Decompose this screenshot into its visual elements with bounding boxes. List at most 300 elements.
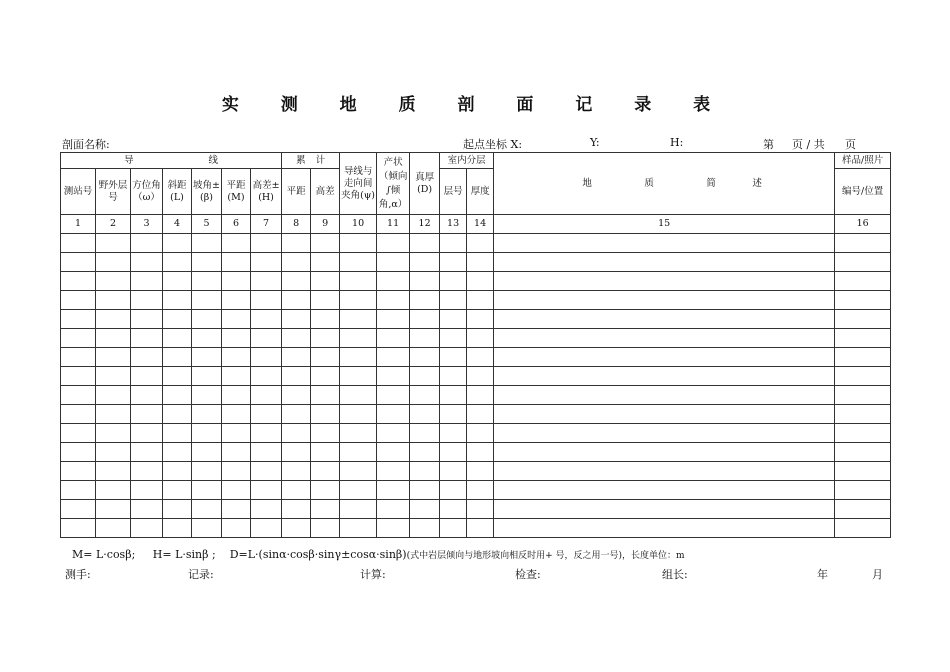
- table-cell[interactable]: [440, 329, 467, 348]
- table-cell[interactable]: [494, 424, 835, 443]
- table-cell[interactable]: [311, 481, 340, 500]
- table-cell[interactable]: [494, 291, 835, 310]
- table-cell[interactable]: [131, 348, 163, 367]
- table-cell[interactable]: [282, 481, 311, 500]
- table-cell[interactable]: [467, 348, 494, 367]
- table-cell[interactable]: [222, 367, 251, 386]
- table-cell[interactable]: [282, 367, 311, 386]
- table-cell[interactable]: [131, 443, 163, 462]
- table-cell[interactable]: [131, 405, 163, 424]
- table-row: [61, 329, 891, 348]
- table-cell[interactable]: [222, 424, 251, 443]
- table-cell[interactable]: [192, 291, 222, 310]
- table-cell[interactable]: [835, 424, 891, 443]
- table-cell[interactable]: [222, 253, 251, 272]
- table-cell[interactable]: [131, 234, 163, 253]
- table-cell[interactable]: [340, 291, 377, 310]
- table-cell[interactable]: [410, 519, 440, 538]
- table-cell[interactable]: [311, 310, 340, 329]
- table-cell[interactable]: [192, 329, 222, 348]
- table-cell[interactable]: [222, 386, 251, 405]
- table-cell[interactable]: [222, 481, 251, 500]
- table-cell[interactable]: [440, 348, 467, 367]
- table-cell[interactable]: [494, 500, 835, 519]
- cumulative-label-a: 累: [296, 154, 306, 166]
- table-cell[interactable]: [282, 348, 311, 367]
- formula-line: [72, 548, 685, 561]
- table-row: [61, 462, 891, 481]
- table-cell[interactable]: [377, 481, 410, 500]
- table-cell[interactable]: [494, 348, 835, 367]
- table-cell[interactable]: [192, 424, 222, 443]
- data-rows: [61, 234, 891, 538]
- table-cell[interactable]: [835, 253, 891, 272]
- table-cell[interactable]: [61, 443, 96, 462]
- table-cell[interactable]: [467, 424, 494, 443]
- table-cell[interactable]: [440, 386, 467, 405]
- column-number-14: 14: [467, 215, 494, 234]
- calculator-label: 计算:: [360, 568, 386, 581]
- table-cell[interactable]: [222, 348, 251, 367]
- table-cell[interactable]: [410, 310, 440, 329]
- table-cell[interactable]: [377, 367, 410, 386]
- table-cell[interactable]: [340, 386, 377, 405]
- table-cell[interactable]: [192, 519, 222, 538]
- table-cell[interactable]: [131, 481, 163, 500]
- table-cell[interactable]: [131, 272, 163, 291]
- table-cell[interactable]: [835, 462, 891, 481]
- table-cell[interactable]: [282, 310, 311, 329]
- col-station: 测站号: [61, 169, 96, 215]
- indoor-layer-header: 室内分层: [440, 153, 494, 169]
- table-cell[interactable]: [410, 386, 440, 405]
- table-cell[interactable]: [282, 519, 311, 538]
- table-cell[interactable]: [311, 367, 340, 386]
- table-cell[interactable]: [440, 310, 467, 329]
- table-cell[interactable]: [467, 272, 494, 291]
- table-cell[interactable]: [494, 367, 835, 386]
- table-cell[interactable]: [163, 367, 192, 386]
- table-cell[interactable]: [131, 500, 163, 519]
- table-cell[interactable]: [61, 424, 96, 443]
- table-cell[interactable]: [282, 443, 311, 462]
- table-cell[interactable]: [440, 253, 467, 272]
- table-row: [61, 272, 891, 291]
- table-cell[interactable]: [467, 310, 494, 329]
- table-cell[interactable]: [410, 462, 440, 481]
- table-cell[interactable]: [96, 424, 131, 443]
- table-cell[interactable]: [282, 405, 311, 424]
- table-row: [61, 424, 891, 443]
- table-cell[interactable]: [494, 481, 835, 500]
- table-cell[interactable]: [163, 310, 192, 329]
- col-azimuth: 方位角（ω）: [131, 169, 163, 215]
- table-cell[interactable]: [494, 386, 835, 405]
- table-cell[interactable]: [340, 424, 377, 443]
- table-cell[interactable]: [440, 234, 467, 253]
- table-cell[interactable]: [222, 500, 251, 519]
- table-row: [61, 443, 891, 462]
- table-cell[interactable]: [282, 291, 311, 310]
- table-cell[interactable]: [96, 519, 131, 538]
- table-cell[interactable]: [410, 405, 440, 424]
- table-cell[interactable]: [835, 443, 891, 462]
- record-table: [60, 152, 891, 538]
- table-cell[interactable]: [61, 500, 96, 519]
- table-cell[interactable]: [494, 405, 835, 424]
- table-cell[interactable]: [440, 500, 467, 519]
- table-cell[interactable]: [96, 291, 131, 310]
- table-cell[interactable]: [61, 367, 96, 386]
- table-row: [61, 481, 891, 500]
- table-cell[interactable]: [377, 329, 410, 348]
- table-cell[interactable]: [282, 462, 311, 481]
- table-cell[interactable]: [340, 367, 377, 386]
- table-cell[interactable]: [835, 234, 891, 253]
- table-cell[interactable]: [467, 500, 494, 519]
- table-cell[interactable]: [340, 500, 377, 519]
- table-cell[interactable]: [835, 329, 891, 348]
- table-cell[interactable]: [163, 519, 192, 538]
- table-cell[interactable]: [340, 519, 377, 538]
- table-cell[interactable]: [251, 386, 282, 405]
- column-number-7: 7: [251, 215, 282, 234]
- table-cell[interactable]: [131, 367, 163, 386]
- table-cell[interactable]: [835, 348, 891, 367]
- table-cell[interactable]: [440, 367, 467, 386]
- table-cell[interactable]: [61, 519, 96, 538]
- table-cell[interactable]: [61, 253, 96, 272]
- table-cell[interactable]: [192, 348, 222, 367]
- table-row: [61, 367, 891, 386]
- table-cell[interactable]: [192, 367, 222, 386]
- table-cell[interactable]: [192, 462, 222, 481]
- table-cell[interactable]: [494, 253, 835, 272]
- column-number-12: 12: [410, 215, 440, 234]
- table-cell[interactable]: [410, 253, 440, 272]
- table-cell[interactable]: [96, 405, 131, 424]
- table-cell[interactable]: [222, 234, 251, 253]
- table-cell[interactable]: [311, 519, 340, 538]
- traverse-label-a: 导: [124, 154, 134, 166]
- table-row: [61, 519, 891, 538]
- table-cell[interactable]: [467, 405, 494, 424]
- table-cell[interactable]: [311, 348, 340, 367]
- table-cell[interactable]: [222, 329, 251, 348]
- table-cell[interactable]: [61, 386, 96, 405]
- table-cell[interactable]: [163, 253, 192, 272]
- form-title: 实 测 地 质 剖 面 记 录 表: [221, 95, 729, 115]
- table-cell[interactable]: [467, 386, 494, 405]
- table-cell[interactable]: [340, 443, 377, 462]
- table-cell[interactable]: [251, 234, 282, 253]
- table-cell[interactable]: [835, 500, 891, 519]
- table-cell[interactable]: [410, 272, 440, 291]
- table-cell[interactable]: [251, 405, 282, 424]
- table-cell[interactable]: [192, 443, 222, 462]
- table-cell[interactable]: [61, 310, 96, 329]
- table-cell[interactable]: [494, 443, 835, 462]
- table-cell[interactable]: [835, 272, 891, 291]
- table-cell[interactable]: [222, 443, 251, 462]
- table-row: [61, 310, 891, 329]
- table-cell[interactable]: [96, 272, 131, 291]
- table-cell[interactable]: [96, 500, 131, 519]
- table-cell[interactable]: [440, 424, 467, 443]
- table-cell[interactable]: [410, 367, 440, 386]
- table-cell[interactable]: [96, 386, 131, 405]
- table-cell[interactable]: [222, 291, 251, 310]
- table-cell[interactable]: [835, 481, 891, 500]
- table-cell[interactable]: [192, 253, 222, 272]
- table-cell[interactable]: [835, 386, 891, 405]
- table-cell[interactable]: [222, 462, 251, 481]
- table-cell[interactable]: [251, 367, 282, 386]
- table-cell[interactable]: [311, 443, 340, 462]
- table-cell[interactable]: [192, 386, 222, 405]
- col-layer-no: 层号: [440, 169, 467, 215]
- table-cell[interactable]: [494, 234, 835, 253]
- table-cell[interactable]: [192, 500, 222, 519]
- coord-y-label: Y:: [590, 136, 600, 149]
- table-cell[interactable]: [251, 519, 282, 538]
- table-cell[interactable]: [163, 329, 192, 348]
- table-cell[interactable]: [377, 500, 410, 519]
- table-cell[interactable]: [282, 272, 311, 291]
- table-cell[interactable]: [440, 272, 467, 291]
- table-cell[interactable]: [282, 329, 311, 348]
- table-cell[interactable]: [311, 291, 340, 310]
- table-cell[interactable]: [467, 234, 494, 253]
- table-cell[interactable]: [340, 310, 377, 329]
- table-cell[interactable]: [163, 462, 192, 481]
- table-cell[interactable]: [340, 462, 377, 481]
- table-cell[interactable]: [377, 462, 410, 481]
- table-cell[interactable]: [311, 329, 340, 348]
- table-cell[interactable]: [163, 291, 192, 310]
- table-cell[interactable]: [131, 386, 163, 405]
- table-cell[interactable]: [96, 367, 131, 386]
- table-cell[interactable]: [467, 253, 494, 272]
- table-cell[interactable]: [163, 481, 192, 500]
- table-cell[interactable]: [61, 272, 96, 291]
- column-number-11: 11: [377, 215, 410, 234]
- page-prefix: 第: [763, 138, 774, 151]
- table-cell[interactable]: [163, 405, 192, 424]
- table-cell[interactable]: [96, 234, 131, 253]
- table-cell[interactable]: [163, 348, 192, 367]
- table-cell[interactable]: [96, 443, 131, 462]
- column-number-10: 10: [340, 215, 377, 234]
- geo-desc-header: [494, 153, 835, 215]
- table-cell[interactable]: [251, 272, 282, 291]
- table-cell[interactable]: [410, 443, 440, 462]
- table-cell[interactable]: [835, 405, 891, 424]
- col-flat-dist: 平距(M): [222, 169, 251, 215]
- table-cell[interactable]: [377, 405, 410, 424]
- table-cell[interactable]: [282, 500, 311, 519]
- table-cell[interactable]: [282, 424, 311, 443]
- table-cell[interactable]: [311, 462, 340, 481]
- page-suffix: 页: [845, 138, 856, 151]
- table-cell[interactable]: [96, 462, 131, 481]
- table-cell[interactable]: [440, 481, 467, 500]
- table-cell[interactable]: [61, 405, 96, 424]
- table-cell[interactable]: [494, 519, 835, 538]
- table-cell[interactable]: [192, 481, 222, 500]
- table-cell[interactable]: [192, 234, 222, 253]
- table-cell[interactable]: [467, 481, 494, 500]
- recorder-label: 记录:: [188, 568, 214, 581]
- table-cell[interactable]: [440, 443, 467, 462]
- table-cell[interactable]: [311, 424, 340, 443]
- table-cell[interactable]: [440, 291, 467, 310]
- table-cell[interactable]: [410, 234, 440, 253]
- table-cell[interactable]: [440, 405, 467, 424]
- table-cell[interactable]: [131, 291, 163, 310]
- table-cell[interactable]: [251, 253, 282, 272]
- table-cell[interactable]: [163, 234, 192, 253]
- table-cell[interactable]: [131, 462, 163, 481]
- table-cell[interactable]: [340, 481, 377, 500]
- table-cell[interactable]: [251, 500, 282, 519]
- table-cell[interactable]: [494, 329, 835, 348]
- table-cell[interactable]: [340, 405, 377, 424]
- table-cell[interactable]: [835, 310, 891, 329]
- table-cell[interactable]: [251, 348, 282, 367]
- traverse-label-b: 线: [208, 154, 219, 166]
- table-cell[interactable]: [340, 272, 377, 291]
- table-cell[interactable]: [467, 443, 494, 462]
- table-cell[interactable]: [377, 386, 410, 405]
- table-cell[interactable]: [96, 253, 131, 272]
- table-cell[interactable]: [340, 253, 377, 272]
- table-cell[interactable]: [131, 424, 163, 443]
- table-cell[interactable]: [131, 310, 163, 329]
- table-cell[interactable]: [251, 443, 282, 462]
- column-number-9: 9: [311, 215, 340, 234]
- table-cell[interactable]: [61, 291, 96, 310]
- table-cell[interactable]: [377, 519, 410, 538]
- table-cell[interactable]: [410, 348, 440, 367]
- table-cell[interactable]: [61, 348, 96, 367]
- table-cell[interactable]: [96, 329, 131, 348]
- column-number-row: [61, 215, 891, 234]
- table-cell[interactable]: [494, 272, 835, 291]
- table-cell[interactable]: [163, 500, 192, 519]
- table-cell[interactable]: [440, 462, 467, 481]
- table-cell[interactable]: [440, 519, 467, 538]
- surveyor-label: 测手:: [65, 568, 91, 581]
- table-cell[interactable]: [131, 519, 163, 538]
- table-cell[interactable]: [311, 386, 340, 405]
- table-cell[interactable]: [340, 329, 377, 348]
- table-row: [61, 234, 891, 253]
- table-cell[interactable]: [410, 291, 440, 310]
- table-cell[interactable]: [377, 291, 410, 310]
- table-cell[interactable]: [835, 291, 891, 310]
- table-cell[interactable]: [377, 443, 410, 462]
- traverse-group-header: [61, 153, 282, 169]
- table-cell[interactable]: [311, 272, 340, 291]
- table-cell[interactable]: [835, 519, 891, 538]
- table-cell[interactable]: [251, 424, 282, 443]
- coord-h-label: H:: [670, 136, 684, 149]
- table-cell[interactable]: [467, 291, 494, 310]
- table-cell[interactable]: [282, 253, 311, 272]
- table-cell[interactable]: [340, 234, 377, 253]
- table-cell[interactable]: [835, 367, 891, 386]
- table-cell[interactable]: [61, 462, 96, 481]
- table-cell[interactable]: [377, 272, 410, 291]
- table-cell[interactable]: [192, 272, 222, 291]
- table-cell[interactable]: [131, 253, 163, 272]
- table-cell[interactable]: [467, 519, 494, 538]
- formula-note: (式中岩层倾向与地形坡向相反时用+ 号，反之用一号)，长度单位：m: [406, 551, 685, 561]
- table-cell[interactable]: [282, 234, 311, 253]
- table-cell[interactable]: [192, 405, 222, 424]
- table-cell[interactable]: [163, 424, 192, 443]
- table-cell[interactable]: [410, 329, 440, 348]
- table-cell[interactable]: [410, 481, 440, 500]
- col-thickness: 厚度: [467, 169, 494, 215]
- table-cell[interactable]: [96, 348, 131, 367]
- table-cell[interactable]: [96, 481, 131, 500]
- table-cell[interactable]: [377, 424, 410, 443]
- table-cell[interactable]: [311, 500, 340, 519]
- table-cell[interactable]: [467, 329, 494, 348]
- table-cell[interactable]: [192, 310, 222, 329]
- table-cell[interactable]: [251, 329, 282, 348]
- table-cell[interactable]: [61, 234, 96, 253]
- table-cell[interactable]: [377, 348, 410, 367]
- table-cell[interactable]: [467, 462, 494, 481]
- table-cell[interactable]: [282, 386, 311, 405]
- table-cell[interactable]: [340, 348, 377, 367]
- table-cell[interactable]: [61, 329, 96, 348]
- table-cell[interactable]: [96, 310, 131, 329]
- start-coord-x-label: 起点坐标 X:: [463, 138, 523, 151]
- attitude-header: 产状（倾向∫倾角,α）: [377, 153, 410, 215]
- table-cell[interactable]: [163, 272, 192, 291]
- table-cell[interactable]: [494, 462, 835, 481]
- table-cell[interactable]: [61, 481, 96, 500]
- table-cell[interactable]: [131, 329, 163, 348]
- column-number-5: 5: [192, 215, 222, 234]
- table-cell[interactable]: [251, 310, 282, 329]
- month-label: 月: [872, 568, 883, 581]
- table-cell[interactable]: [494, 310, 835, 329]
- table-cell[interactable]: [163, 386, 192, 405]
- table-cell[interactable]: [377, 310, 410, 329]
- table-cell[interactable]: [467, 367, 494, 386]
- table-cell[interactable]: [311, 405, 340, 424]
- table-cell[interactable]: [311, 234, 340, 253]
- table-cell[interactable]: [377, 253, 410, 272]
- table-cell[interactable]: [222, 272, 251, 291]
- table-cell[interactable]: [311, 253, 340, 272]
- table-cell[interactable]: [410, 424, 440, 443]
- table-cell[interactable]: [222, 405, 251, 424]
- table-cell[interactable]: [163, 443, 192, 462]
- table-cell[interactable]: [251, 291, 282, 310]
- table-cell[interactable]: [410, 500, 440, 519]
- table-cell[interactable]: [222, 310, 251, 329]
- table-cell[interactable]: [377, 234, 410, 253]
- table-cell[interactable]: [251, 481, 282, 500]
- table-cell[interactable]: [251, 462, 282, 481]
- table-cell[interactable]: [222, 519, 251, 538]
